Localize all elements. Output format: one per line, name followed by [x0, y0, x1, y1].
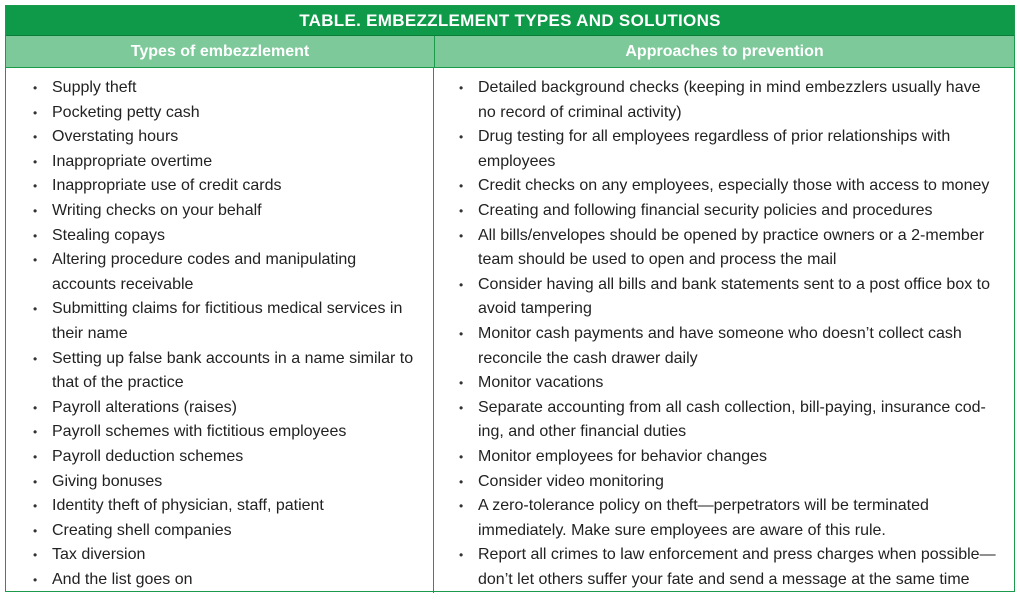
- bullet-icon: •: [459, 449, 464, 464]
- list-item-text: Setting up false bank accounts in a name similar to that of the practice: [52, 349, 414, 392]
- list-item-text: Payroll deduction schemes: [52, 447, 244, 465]
- bullet-icon: •: [33, 474, 38, 489]
- list-item-text: Submitting claims for fictitious medical services in their name: [52, 300, 403, 342]
- list-item-text: Creating and following financial security policies and procedures: [478, 201, 933, 219]
- list-item-text: Altering procedure codes and manipulating accounts receivable: [52, 251, 357, 293]
- list-item-text: Supply theft: [52, 79, 137, 96]
- bullet-icon: •: [459, 400, 464, 415]
- list-item-text: Separate accounting from all cash collection, bill-paying, insurance cod-ing, and other financial duties: [478, 398, 986, 441]
- type-item: [6, 125, 433, 150]
- list-item-text: And the list goes on: [52, 570, 193, 588]
- list-item-text: Overstating hours: [52, 128, 179, 146]
- approach-item: [434, 174, 1014, 199]
- type-item: [6, 445, 433, 470]
- bullet-icon: •: [33, 572, 38, 587]
- bullet-icon: •: [459, 203, 464, 218]
- list-item-text: Tax diversion: [52, 546, 146, 564]
- type-item: [6, 297, 433, 346]
- bullet-icon: •: [459, 548, 464, 563]
- approach-item: [434, 494, 1014, 543]
- bullet-icon: •: [33, 302, 38, 317]
- table-title: TABLE. EMBEZZLEMENT TYPES AND SOLUTIONS: [6, 6, 1014, 36]
- bullet-icon: •: [33, 425, 38, 440]
- type-item: [6, 519, 433, 544]
- list-item-text: Consider having all bills and bank statements sent to a post office box to avoid tampering: [478, 275, 991, 318]
- list-item-text: Inappropriate use of credit cards: [52, 177, 282, 195]
- list-item-text: All bills/envelopes should be opened by practice owners or a 2-member team should be used to open and process the mail: [478, 226, 985, 269]
- list-item-text: Stealing copays: [52, 226, 165, 244]
- type-item: [6, 199, 433, 224]
- bullet-icon: •: [33, 351, 38, 366]
- type-item: [6, 76, 433, 101]
- list-item-text: Report all crimes to law enforcement and press charges when possible—don’t let others suffer your fate and send a message at the same time: [478, 546, 996, 588]
- column-header-approaches: Approaches to prevention: [625, 43, 824, 60]
- list-item-text: Identity theft of physician, staff, patient: [52, 497, 324, 515]
- list-item-text: Monitor vacations: [478, 374, 604, 392]
- list-item-text: Payroll schemes with fictitious employees: [52, 423, 347, 441]
- bullet-icon: •: [459, 228, 464, 243]
- bullet-icon: •: [459, 179, 464, 194]
- bullet-icon: •: [33, 253, 38, 268]
- type-item: [6, 101, 433, 126]
- bullet-icon: •: [33, 203, 38, 218]
- bullet-icon: •: [33, 154, 38, 169]
- type-item: [6, 224, 433, 249]
- type-item: [6, 150, 433, 175]
- types-list: [6, 76, 433, 592]
- list-item-text: Writing checks on your behalf: [52, 201, 262, 219]
- approach-item: [434, 396, 1014, 445]
- bullet-icon: •: [33, 449, 38, 464]
- bullet-icon: •: [459, 81, 464, 95]
- embezzlement-table: [5, 5, 1015, 592]
- list-item-text: Giving bonuses: [52, 472, 163, 490]
- bullet-icon: •: [33, 499, 38, 514]
- list-item-text: Inappropriate overtime: [52, 152, 213, 170]
- list-item-text: Pocketing petty cash: [52, 103, 200, 121]
- type-item: [6, 568, 433, 593]
- approach-item: [434, 199, 1014, 224]
- list-item-text: A zero-tolerance policy on theft—perpetrators will be terminated immediately. Make sure employees are aware of this rule.: [478, 497, 929, 539]
- list-item-text: Creating shell companies: [52, 521, 232, 539]
- bullet-icon: •: [33, 228, 38, 243]
- bullet-icon: •: [33, 548, 38, 563]
- approach-item: [434, 322, 1014, 371]
- approaches-column: [434, 68, 1014, 593]
- bullet-icon: •: [33, 179, 38, 194]
- bullet-icon: •: [33, 400, 38, 415]
- list-item-text: Detailed background checks (keeping in mind embezzlers usually have no record of criminal activity): [478, 79, 981, 121]
- bullet-icon: •: [459, 277, 464, 292]
- type-item: [6, 347, 433, 396]
- type-item: [6, 494, 433, 519]
- types-column: [6, 68, 434, 593]
- approaches-list: [434, 76, 1014, 592]
- type-item: [6, 396, 433, 421]
- type-item: [6, 174, 433, 199]
- bullet-icon: •: [33, 105, 38, 120]
- column-header-types: Types of embezzlement: [6, 36, 435, 67]
- bullet-icon: •: [459, 474, 464, 489]
- bullet-icon: •: [33, 523, 38, 538]
- approach-item: [434, 76, 1014, 125]
- bullet-icon: •: [459, 376, 464, 391]
- type-item: [6, 420, 433, 445]
- list-item-text: Monitor employees for behavior changes: [478, 447, 768, 465]
- approach-item: [434, 273, 1014, 322]
- list-item-text: Consider video monitoring: [478, 472, 664, 490]
- type-item: [6, 248, 433, 297]
- approach-item: [434, 543, 1014, 592]
- type-item: [6, 543, 433, 568]
- list-item-text: Credit checks on any employees, especially those with access to money: [478, 177, 990, 195]
- bullet-icon: •: [459, 130, 464, 145]
- approach-item: [434, 445, 1014, 470]
- bullet-icon: •: [459, 499, 464, 514]
- bullet-icon: •: [459, 326, 464, 341]
- approach-item: [434, 125, 1014, 174]
- approach-item: [434, 371, 1014, 396]
- list-item-text: Monitor cash payments and have someone who doesn’t collect cash reconcile the cash drawer daily: [478, 324, 962, 367]
- bullet-icon: •: [33, 130, 38, 145]
- type-item: [6, 470, 433, 495]
- approach-item: [434, 470, 1014, 495]
- approach-item: [434, 224, 1014, 273]
- bullet-icon: •: [33, 81, 38, 95]
- table-header-row: [6, 36, 1014, 68]
- table-body: [6, 68, 1014, 593]
- list-item-text: Drug testing for all employees regardless of prior relationships with employees: [478, 128, 951, 170]
- list-item-text: Payroll alterations (raises): [52, 398, 237, 416]
